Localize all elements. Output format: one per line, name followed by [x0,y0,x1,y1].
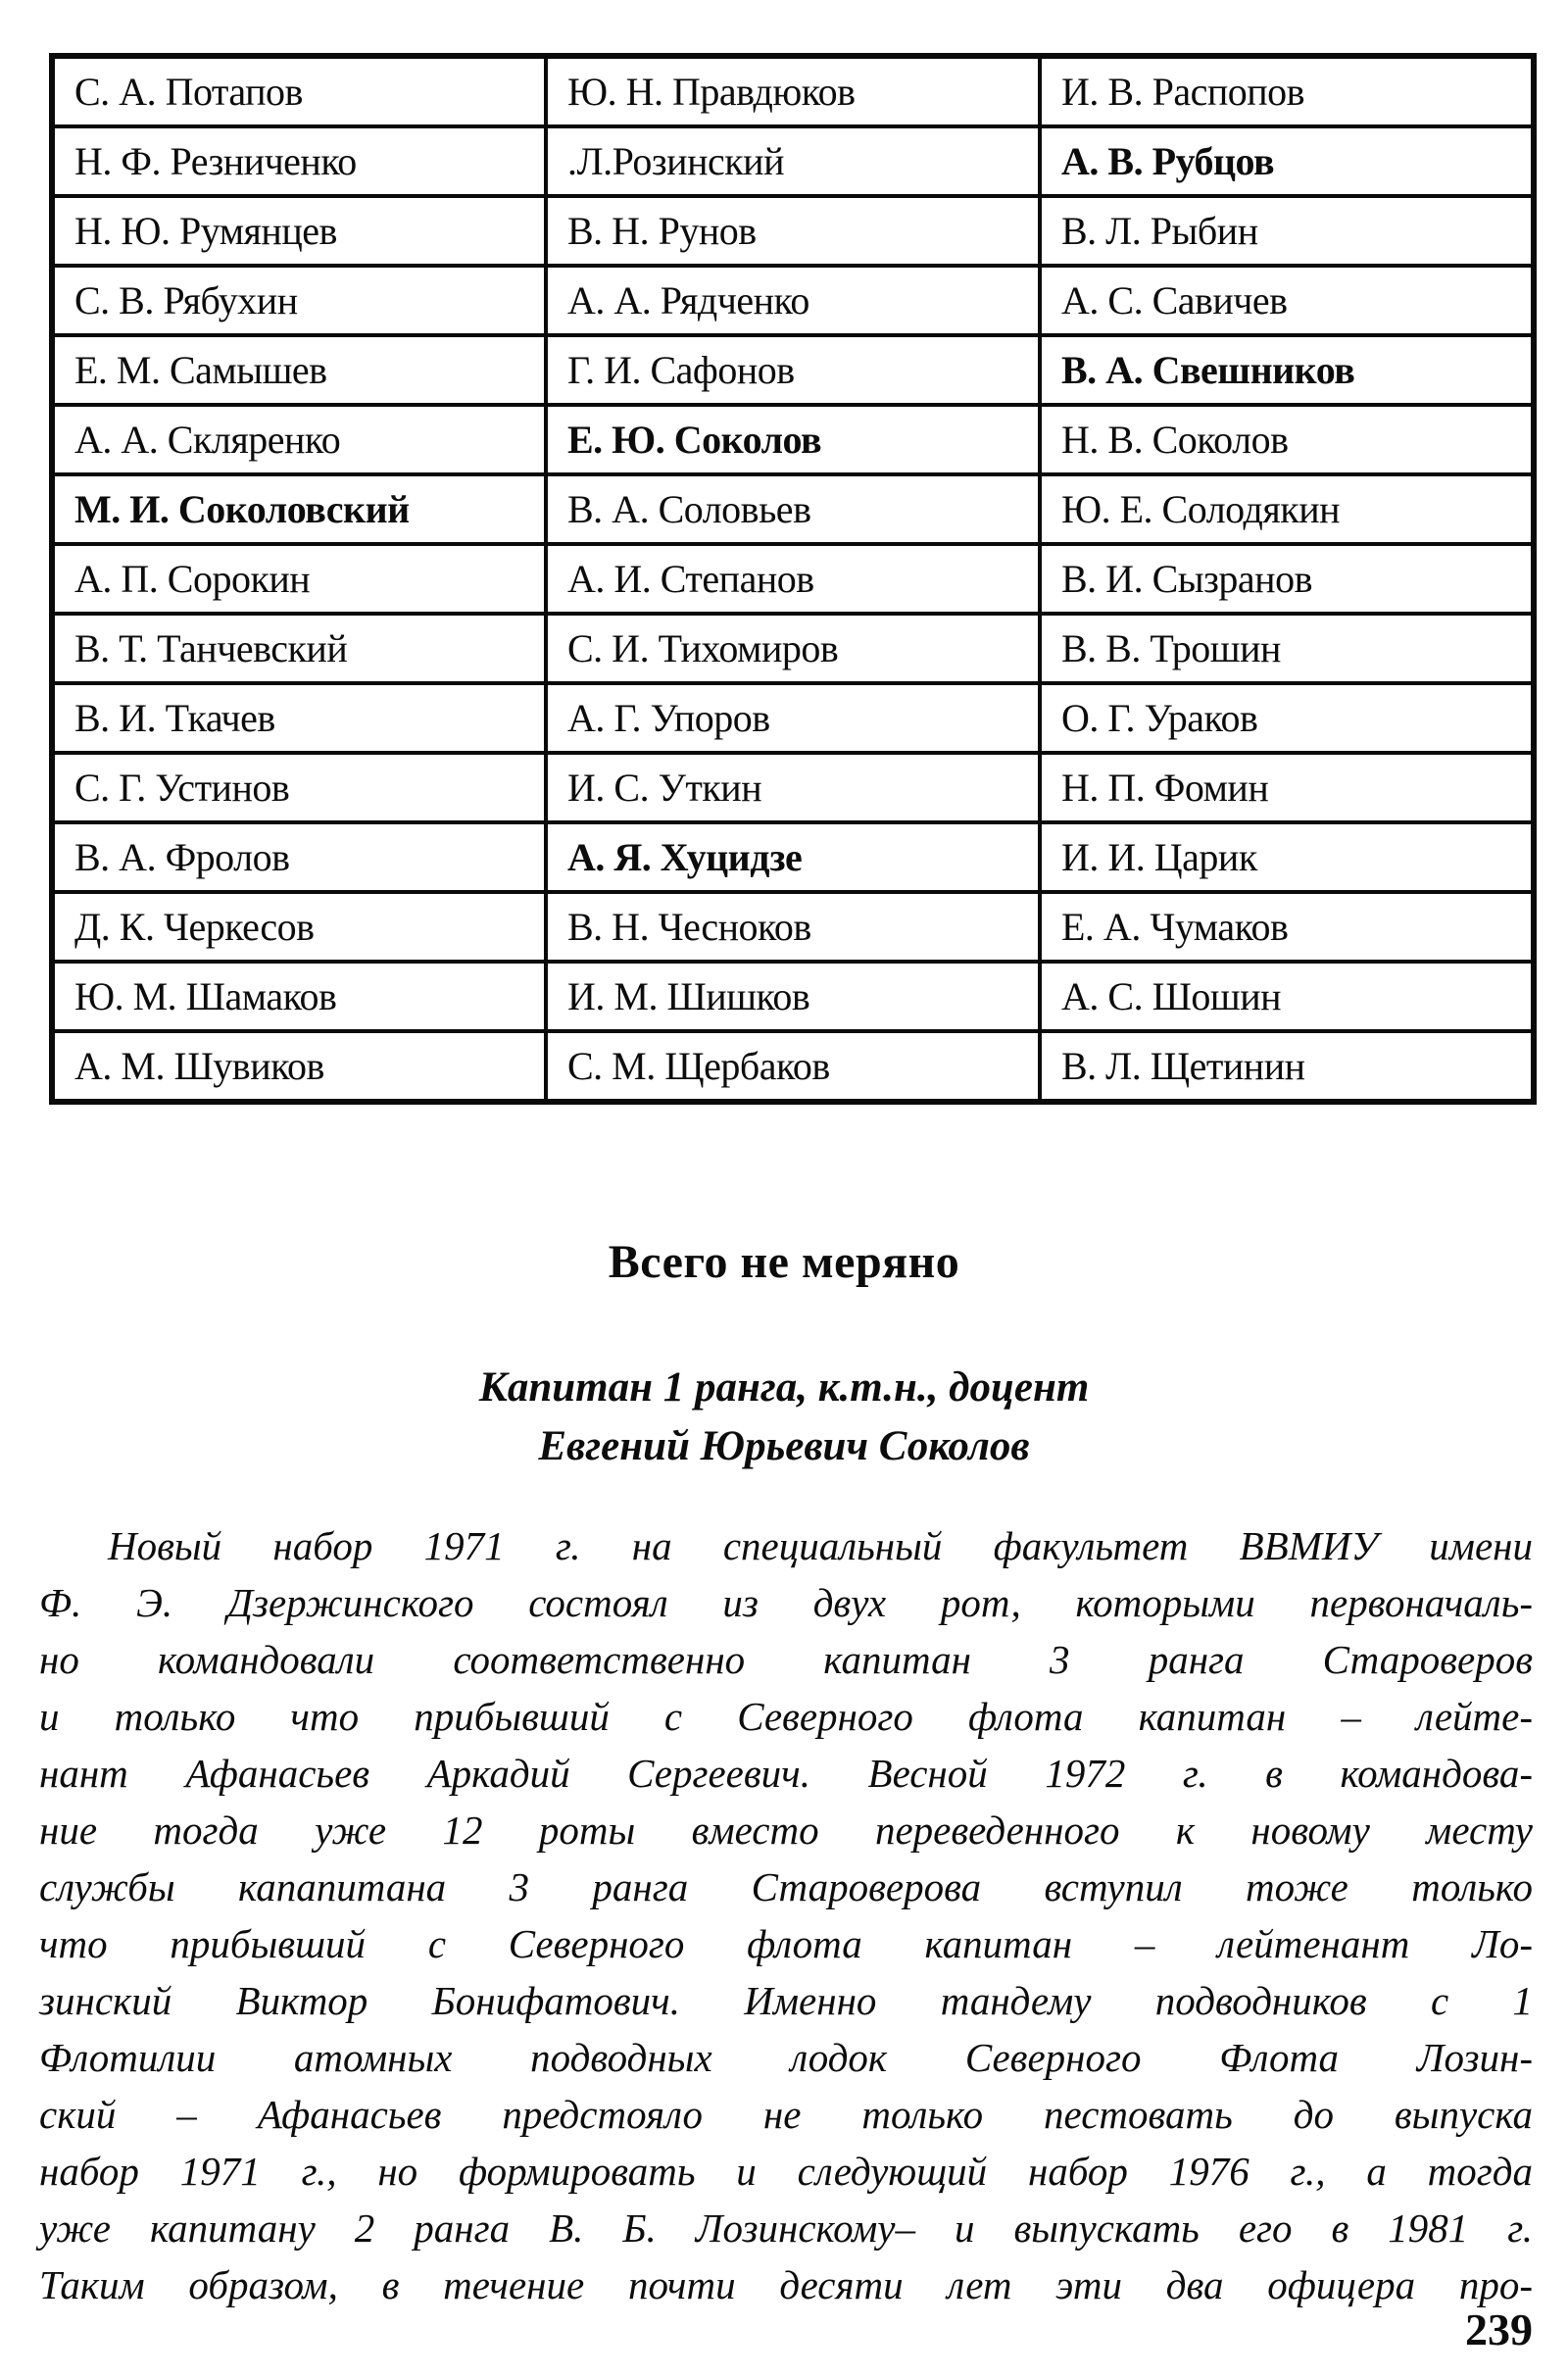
table-row [52,962,1534,1031]
paragraph-line: что прибывший с Северного флота капитан – лейтенант Ло- [39,1921,1533,1966]
table-cell: Н. П. Фомин [1040,753,1534,822]
paragraph-line: ние тогда уже 12 роты вместо переведенного к новому месту [39,1808,1533,1853]
table-cell: В. Н. Рунов [546,196,1040,266]
paragraph-line: нант Афанасьев Аркадий Сергеевич. Весной 1972 г. в командова- [39,1751,1533,1796]
table-cell: В. А. Фролов [52,822,546,892]
table-cell: В. Т. Танчевский [52,614,546,683]
table-cell: Д. К. Черкесов [52,892,546,962]
section-title: Всего не меряно [608,1236,960,1288]
table-cell: .Л.Розинский [546,126,1040,196]
page-number: 239 [1465,2304,1533,2354]
table-cell: С. А. Потапов [52,56,546,126]
table-row [52,544,1534,614]
table-cell: В. Л. Рыбин [1040,196,1534,266]
table-row [52,126,1534,196]
table-cell: С. Г. Устинов [52,753,546,822]
paragraph-line: набор 1971 г., но формировать и следующий набор 1976 г., а тогда [39,2149,1533,2194]
table-cell: И. М. Шишков [546,962,1040,1031]
table-cell: Ю. Е. Солодякин [1040,474,1534,544]
table-cell: А. В. Рубцов [1040,126,1534,196]
table-cell: А. П. Сорокин [52,544,546,614]
paragraph-line: Флотилии атомных подводных лодок Северного Флота Лозин- [39,2035,1533,2080]
table-cell: В. И. Сызранов [1040,544,1534,614]
table-cell: М. И. Соколовский [52,474,546,544]
body-paragraph [39,1517,1533,2313]
table-cell: А. С. Савичев [1040,266,1534,335]
paragraph-line: уже капитану 2 ранга В. Б. Лозинскому– и выпускать его в 1981 г. [39,2205,1533,2251]
table-cell: А. Г. Упоров [546,683,1040,753]
paragraph-line: зинский Виктор Бонифатович. Именно тандему подводников с 1 [39,1978,1533,2023]
table-row [52,335,1534,405]
table-row [52,614,1534,683]
table-cell: И. С. Уткин [546,753,1040,822]
table-cell: И. И. Царик [1040,822,1534,892]
paragraph-line: и только что прибывший с Северного флота капитан – лейте- [39,1694,1533,1739]
table-cell: А. М. Шувиков [52,1031,546,1102]
table-cell: Е. М. Самышев [52,335,546,405]
table-cell: И. В. Распопов [1040,56,1534,126]
byline-author: Евгений Юрьевич Соколов [538,1423,1030,1469]
table-cell: А. С. Шошин [1040,962,1534,1031]
table-cell: А. Я. Хуцидзе [546,822,1040,892]
table-cell: С. В. Рябухин [52,266,546,335]
table-row [52,266,1534,335]
table-cell: Е. Ю. Соколов [546,405,1040,474]
table-cell: Ю. М. Шамаков [52,962,546,1031]
table-cell: Ю. Н. Правдюков [546,56,1040,126]
table-cell: В. Л. Щетинин [1040,1031,1534,1102]
table-cell: В. Н. Чесноков [546,892,1040,962]
table-cell: Е. А. Чумаков [1040,892,1534,962]
byline-rank: Капитан 1 ранга, к.т.н., доцент [478,1364,1090,1411]
table-cell: С. И. Тихомиров [546,614,1040,683]
table-cell: А. А. Рядченко [546,266,1040,335]
paragraph-line: Новый набор 1971 г. на специальный факультет ВВМИУ имени [108,1523,1533,1568]
table-row [52,683,1534,753]
table-cell: Н. В. Соколов [1040,405,1534,474]
table-cell: Г. И. Сафонов [546,335,1040,405]
paragraph-line: Ф. Э. Дзержинского состоял из двух рот, которыми первоначаль- [39,1580,1533,1625]
table-cell: В. В. Трошин [1040,614,1534,683]
table-row [52,1031,1534,1102]
paragraph-line: Таким образом, в течение почти десяти лет эти два офицера про- [39,2262,1533,2307]
paragraph-line: службы капапитана 3 ранга Староверова вступил тоже только [39,1864,1533,1909]
table-cell: В. А. Соловьев [546,474,1040,544]
byline [0,1359,1568,1476]
names-table [49,53,1537,1105]
table-cell: С. М. Щербаков [546,1031,1040,1102]
names-table-body [52,56,1534,1102]
table-cell: Н. Ю. Румянцев [52,196,546,266]
table-row [52,892,1534,962]
table-cell: В. И. Ткачев [52,683,546,753]
table-cell: А. А. Скляренко [52,405,546,474]
table-row [52,56,1534,126]
table-cell: О. Г. Ураков [1040,683,1534,753]
table-row [52,822,1534,892]
paragraph-line: но командовали соответственно капитан 3 ранга Староверов [39,1637,1533,1682]
table-row [52,474,1534,544]
table-cell: А. И. Степанов [546,544,1040,614]
table-cell: Н. Ф. Резниченко [52,126,546,196]
table-row [52,196,1534,266]
paragraph-line: ский – Афанасьев предстояло не только пестовать до выпуска [39,2092,1533,2137]
table-row [52,405,1534,474]
table-row [52,753,1534,822]
table-cell: В. А. Свешников [1040,335,1534,405]
